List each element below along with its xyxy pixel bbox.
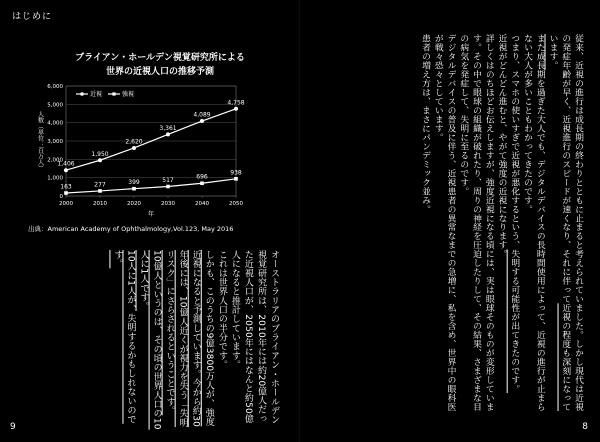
- myopia-population-chart: [0, 0, 300, 240]
- x-tick-label: 2020: [127, 201, 141, 207]
- underlined-text: しかも、このうちの9億3800万人が、強度近視になると予測しています。今から約30年後には、10億人近くが視力を失う「失明リスク」にさらされるということです。: [164, 250, 214, 428]
- right-paragraph: [418, 34, 431, 414]
- data-label: 1,950: [91, 150, 109, 158]
- data-point: [64, 168, 68, 172]
- right-paragraph: [495, 34, 508, 414]
- data-point: [132, 187, 136, 191]
- y-tick-label: 6,000: [47, 84, 63, 90]
- underlined-text: 失明する可能性が出てきたのです。: [509, 249, 520, 394]
- x-tick-label: 2040: [195, 201, 209, 207]
- text-segment: オーストラリアのブライアン・ホールデン視覚研究所は、2010年には約20億人だった近視人口が、2050年にはなんと約50億人になると推計しています。: [229, 250, 279, 425]
- data-point: [234, 107, 238, 111]
- data-label: 1,406: [57, 160, 75, 168]
- data-label: 2,620: [125, 138, 143, 146]
- text-segment: デジタルデバイスの普及に伴う、近視患者の異常なまでの急増に、私を含め、世界中の眼科医が戦々恐々としています。: [432, 34, 456, 411]
- legend-label: 近視: [90, 91, 103, 98]
- x-tick-label: 2000: [59, 201, 73, 207]
- data-point: [200, 119, 204, 123]
- data-point: [166, 185, 170, 189]
- underlined-text: 10億人というのは、その頃の世界人口の10人に1人です。: [138, 250, 162, 430]
- data-label: 696: [196, 173, 208, 181]
- right-paragraph: [457, 34, 495, 414]
- data-label: 277: [94, 181, 106, 189]
- legend-label: 強視: [122, 91, 135, 98]
- x-tick-label: 2010: [93, 201, 107, 207]
- data-point: [166, 132, 170, 136]
- chapter-header: はじめに: [12, 12, 53, 22]
- y-axis-label: 人数（単位：百万人）: [36, 111, 44, 171]
- right-paragraph: [546, 34, 584, 414]
- x-axis-label: 年: [147, 211, 155, 218]
- x-tick-label: 2030: [161, 201, 175, 207]
- text-segment: 近視がどんどん進むと、やがて強度の近視になります。: [496, 34, 507, 259]
- text-segment: 患者の増え方は、まさにパンデミック並み。: [420, 34, 430, 214]
- data-point: [132, 146, 136, 150]
- y-tick-label: 3,000: [47, 139, 63, 145]
- left-paragraph: [163, 250, 215, 430]
- data-label: 4,758: [227, 99, 245, 107]
- left-paragraph: [215, 250, 228, 430]
- data-label: 938: [230, 169, 242, 177]
- data-point: [98, 158, 102, 162]
- chart-title-line1: ブライアン・ホールデン視覚研究所による: [75, 53, 245, 63]
- y-tick-label: 0: [59, 194, 63, 200]
- page-number-left: 9: [10, 422, 16, 432]
- chart-source: 出典：American Academy of Ophthalmology,Vol.123, May 2016: [28, 225, 234, 233]
- data-label: 3,361: [159, 124, 177, 132]
- right-paragraph: [508, 34, 521, 414]
- left-paragraph: [136, 250, 162, 430]
- text-segment: また成長期を過ぎた大人でも、デジタルデバイスの長時間使用によって、近視の進行が止まらない大人が多いこともわかってきたのです。: [522, 34, 545, 411]
- y-tick-label: 1,000: [47, 175, 63, 182]
- data-point: [234, 177, 238, 181]
- text-segment: つまり、スマホの使いすぎで近視が悪化するという、: [509, 34, 520, 250]
- y-tick-label: 4,000: [47, 120, 63, 127]
- data-label: 4,089: [193, 111, 211, 119]
- x-tick-label: 2050: [229, 201, 243, 207]
- right-paragraph: [431, 34, 457, 414]
- text-segment: これは世界人口の半分です。: [216, 250, 227, 370]
- data-label: 517: [162, 177, 174, 185]
- text-segment: 従来、近視の進行は成長期の終わりとともに止まると考えられていました。しかし現代は近視の発症年齢が早く、近視進行のスピードが速くなり、それに伴って: [560, 34, 583, 411]
- data-label: 399: [128, 179, 140, 187]
- y-tick-label: 5,000: [47, 102, 63, 109]
- right-body-text: [346, 34, 584, 414]
- left-paragraph: [110, 250, 136, 430]
- left-body-text: [30, 250, 280, 430]
- right-paragraph: [520, 34, 546, 414]
- text-segment: 詳しくはのちほどお伝えしますが、強度近視になる頃には、実は眼球そのものが変形しています。その中で眼球の組織が破れたり、周りの神経を圧迫したりして、その結果、さまざまな目の病気を発症して、失明に至るのです。: [458, 34, 494, 411]
- underlined-text: 10人に1人が、失明するかもしれないのです。: [112, 250, 136, 424]
- data-point: [200, 181, 204, 185]
- legend-marker: [80, 92, 84, 96]
- data-label: 163: [60, 183, 72, 191]
- data-point: [98, 189, 102, 193]
- y-tick-label: 2,000: [47, 157, 63, 164]
- legend-marker: [112, 92, 115, 95]
- data-point: [64, 191, 68, 195]
- page-number-right: 8: [582, 422, 588, 432]
- chart-title-line2: 世界の近視人口の推移予測: [105, 67, 214, 77]
- underlined-text: 近視の程度も深刻になっています。: [547, 34, 571, 411]
- left-paragraph: [228, 250, 280, 430]
